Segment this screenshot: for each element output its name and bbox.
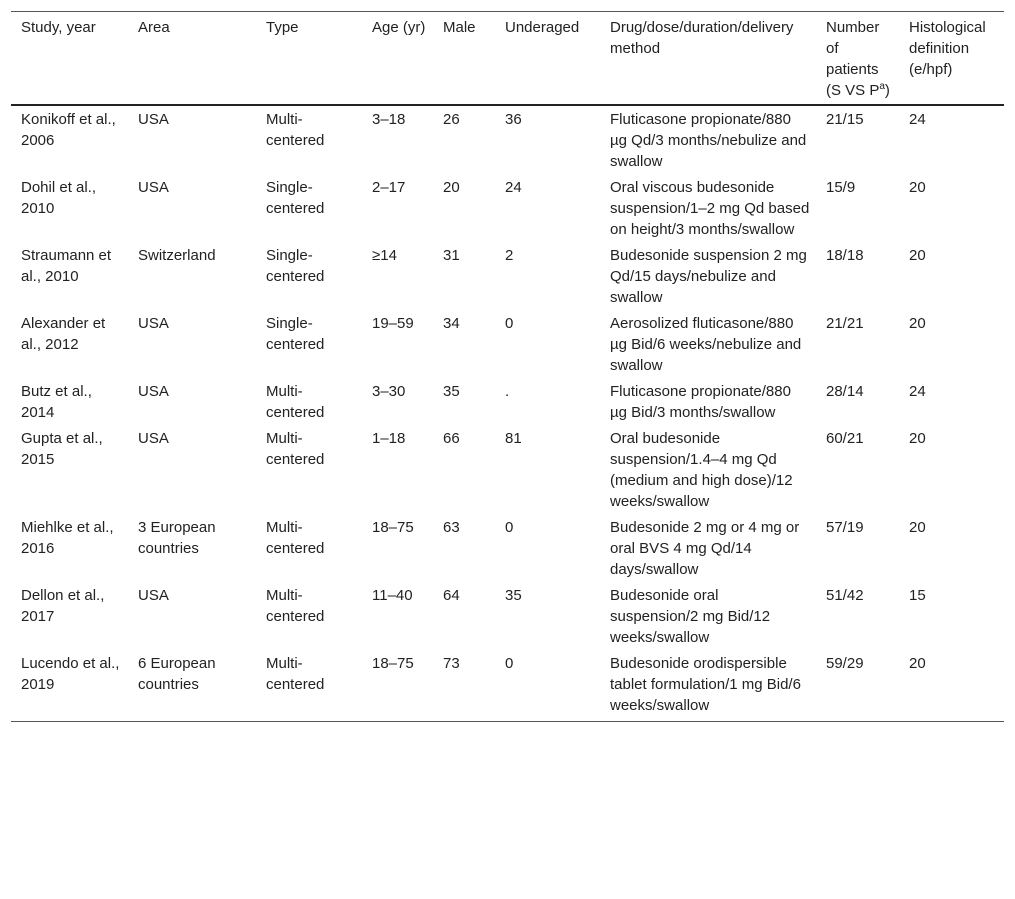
cell-underaged: 81 xyxy=(505,430,522,447)
header-drug: Drug/dose/duration/delivery method xyxy=(610,19,794,57)
cell-underaged: 0 xyxy=(505,655,514,672)
cell-area: USA xyxy=(138,587,169,604)
study-characteristics-table xyxy=(11,11,1004,722)
cell-patients: 21/21 xyxy=(826,315,864,332)
cell-underaged: 35 xyxy=(505,587,522,604)
cell-patients: 28/14 xyxy=(826,383,864,400)
cell-patients: 60/21 xyxy=(826,430,864,447)
cell-type: Single-centered xyxy=(266,315,325,353)
cell-definition: 20 xyxy=(909,315,926,332)
cell-age: 19–59 xyxy=(372,315,414,332)
cell-underaged: 0 xyxy=(505,519,514,536)
header-patients xyxy=(816,12,899,106)
header-patients-text: Number of patients (S VS P xyxy=(826,19,880,99)
cell-area: USA xyxy=(138,111,169,128)
table-row xyxy=(11,379,1004,426)
cell-drug: Budesonide 2 mg or 4 mg or oral BVS 4 mg Qd/14 days/swallow xyxy=(610,519,800,578)
cell-patients: 15/9 xyxy=(826,179,856,196)
table-row xyxy=(11,583,1004,651)
cell-definition: 20 xyxy=(909,430,926,447)
cell-type: Single-centered xyxy=(266,179,325,217)
cell-study: Lucendo et al., 2019 xyxy=(21,655,120,693)
cell-drug: Fluticasone propionate/880 µg Bid/3 months/swallow xyxy=(610,383,791,421)
table-row xyxy=(11,515,1004,583)
cell-area: 6 European countries xyxy=(138,655,216,693)
cell-type: Multi-centered xyxy=(266,655,325,693)
table-row xyxy=(11,651,1004,722)
cell-age: ≥14 xyxy=(372,247,397,264)
cell-definition: 20 xyxy=(909,519,926,536)
table-row xyxy=(11,243,1004,311)
cell-male: 20 xyxy=(443,179,460,196)
cell-patients: 59/29 xyxy=(826,655,864,672)
header-age: Age (yr) xyxy=(372,19,426,36)
cell-underaged: 0 xyxy=(505,315,514,332)
table-header xyxy=(11,12,1004,106)
cell-study: Straumann et al., 2010 xyxy=(21,247,112,285)
cell-male: 66 xyxy=(443,430,460,447)
table-row xyxy=(11,311,1004,379)
cell-area: USA xyxy=(138,383,169,400)
cell-definition: 24 xyxy=(909,111,926,128)
header-male: Male xyxy=(443,19,476,36)
cell-drug: Oral budesonide suspension/1.4–4 mg Qd (medium and high dose)/12 weeks/swallow xyxy=(610,430,793,510)
cell-drug: Aerosolized fluticasone/880 µg Bid/6 weeks/nebulize and swallow xyxy=(610,315,802,374)
header-patients-close: ) xyxy=(884,82,890,99)
table-body xyxy=(11,105,1004,722)
header-area: Area xyxy=(138,19,170,36)
cell-underaged: 36 xyxy=(505,111,522,128)
cell-patients: 57/19 xyxy=(826,519,864,536)
cell-study: Butz et al., 2014 xyxy=(21,383,92,421)
cell-drug: Budesonide orodispersible tablet formulation/1 mg Bid/6 weeks/swallow xyxy=(610,655,801,714)
cell-drug: Oral viscous budesonide suspension/1–2 mg Qd based on height/3 months/swallow xyxy=(610,179,810,238)
cell-male: 34 xyxy=(443,315,460,332)
table-row xyxy=(11,175,1004,243)
cell-patients: 18/18 xyxy=(826,247,864,264)
cell-male: 26 xyxy=(443,111,460,128)
table-row xyxy=(11,426,1004,515)
cell-drug: Budesonide oral suspension/2 mg Bid/12 weeks/swallow xyxy=(610,587,771,646)
cell-type: Multi-centered xyxy=(266,430,325,468)
cell-type: Multi-centered xyxy=(266,519,325,557)
cell-area: USA xyxy=(138,315,169,332)
cell-age: 18–75 xyxy=(372,519,414,536)
cell-type: Multi-centered xyxy=(266,587,325,625)
cell-area: 3 European countries xyxy=(138,519,216,557)
cell-underaged: 2 xyxy=(505,247,514,264)
cell-underaged: 24 xyxy=(505,179,522,196)
cell-age: 3–18 xyxy=(372,111,406,128)
cell-study: Gupta et al., 2015 xyxy=(21,430,103,468)
cell-area: Switzerland xyxy=(138,247,216,264)
cell-study: Konikoff et al., 2006 xyxy=(21,111,116,149)
header-definition: Histological definition (e/hpf) xyxy=(909,19,986,78)
cell-age: 1–18 xyxy=(372,430,406,447)
cell-type: Single-centered xyxy=(266,247,325,285)
cell-age: 18–75 xyxy=(372,655,414,672)
cell-age: 11–40 xyxy=(372,587,413,604)
cell-age: 3–30 xyxy=(372,383,406,400)
cell-study: Miehlke et al., 2016 xyxy=(21,519,114,557)
cell-patients: 51/42 xyxy=(826,587,864,604)
cell-male: 35 xyxy=(443,383,460,400)
cell-male: 63 xyxy=(443,519,460,536)
cell-male: 64 xyxy=(443,587,460,604)
header-patients-footnote: a xyxy=(879,81,885,92)
header-underaged: Underaged xyxy=(505,19,580,36)
header-study: Study, year xyxy=(21,19,96,36)
cell-drug: Budesonide suspension 2 mg Qd/15 days/nebulize and swallow xyxy=(610,247,807,306)
cell-definition: 20 xyxy=(909,179,926,196)
cell-study: Alexander et al., 2012 xyxy=(21,315,106,353)
cell-definition: 24 xyxy=(909,383,926,400)
table-row xyxy=(11,105,1004,175)
cell-male: 31 xyxy=(443,247,460,264)
cell-study: Dohil et al., 2010 xyxy=(21,179,97,217)
cell-male: 73 xyxy=(443,655,460,672)
cell-definition: 20 xyxy=(909,247,926,264)
cell-type: Multi-centered xyxy=(266,383,325,421)
cell-type: Multi-centered xyxy=(266,111,325,149)
cell-definition: 15 xyxy=(909,587,926,604)
cell-patients: 21/15 xyxy=(826,111,864,128)
cell-area: USA xyxy=(138,179,169,196)
cell-study: Dellon et al., 2017 xyxy=(21,587,105,625)
cell-age: 2–17 xyxy=(372,179,406,196)
study-characteristics-table-container xyxy=(11,11,1004,722)
cell-drug: Fluticasone propionate/880 µg Qd/3 months/nebulize and swallow xyxy=(610,111,807,170)
cell-definition: 20 xyxy=(909,655,926,672)
header-type: Type xyxy=(266,19,299,36)
header-row xyxy=(11,12,1004,106)
cell-underaged: . xyxy=(505,383,510,400)
cell-area: USA xyxy=(138,430,169,447)
